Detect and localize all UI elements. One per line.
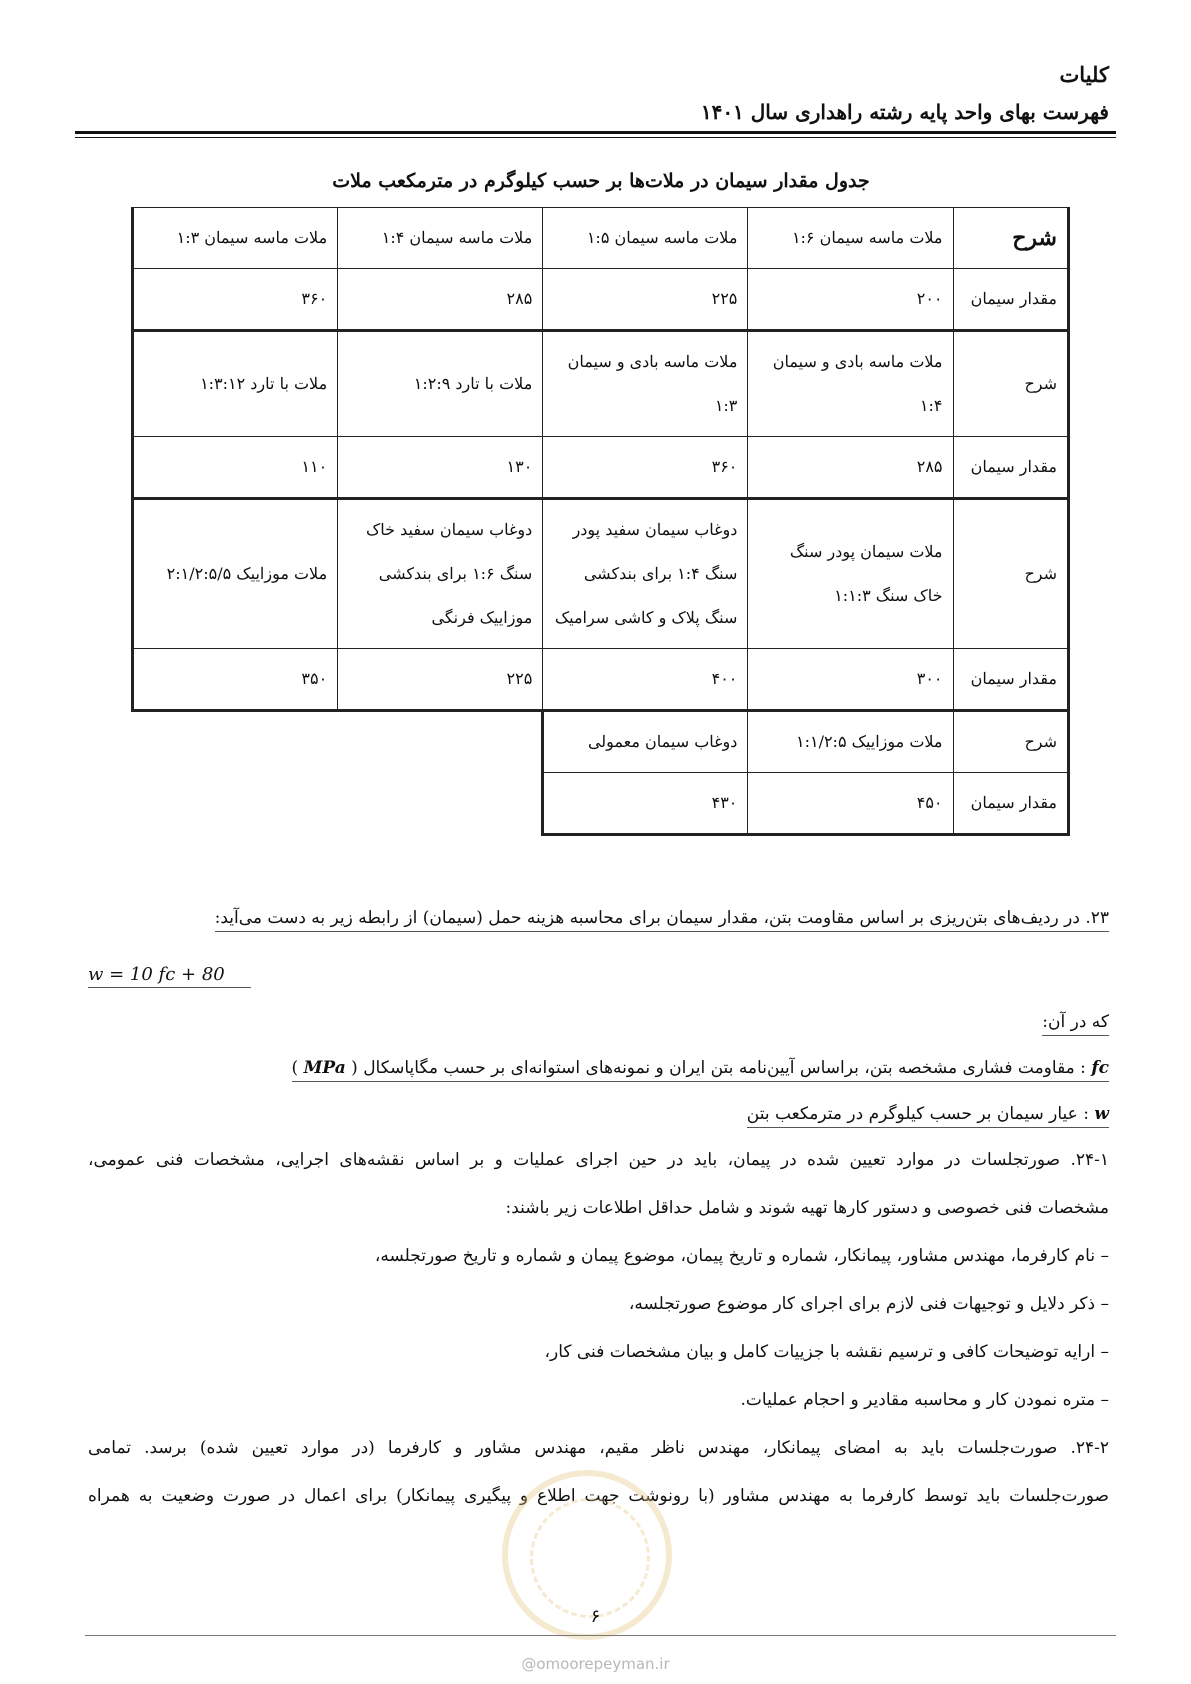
cement-table (131, 207, 1070, 836)
row-label-cement: مقدار سیمان (953, 269, 1069, 331)
table-cell: ۲۸۵ (338, 269, 543, 331)
list-item: – نام کارفرما، مهندس مشاور، پیمانکار، شماره و تاریخ پیمان، موضوع پیمان و شماره و تاریخ صورتجلسه، (374, 1246, 1109, 1266)
table-cell: ملات با تارد ۱:۳:۱۲ (133, 331, 338, 437)
table-cell: دوغاب سیمان سفید خاک سنگ ۱:۶ برای بندکشی موزاییک فرنگی (338, 499, 543, 649)
table-caption: جدول مقدار سیمان در ملات‌ها بر حسب کیلوگرم در مترمکعب ملات (332, 170, 870, 192)
table-cell: ۳۰۰ (748, 649, 953, 711)
row-label-desc: شرح (953, 331, 1069, 437)
paragraph-24-2-line1: ۲۴-۲. صورت‌جلسات باید به امضای پیمانکار، مهندس ناظر مقیم، مهندس مشاور و کارفرما (در موارد تعیین شده) برسد. تمامی (88, 1438, 1109, 1458)
table-row (133, 437, 1069, 499)
table-cell: ۴۰۰ (543, 649, 748, 711)
paragraph-24-1-line1: ۲۴-۱. صورتجلسات در موارد تعیین شده در پیمان، باید در حین اجرای عملیات و بر اساس نقشه‌های اجرایی، مشخصات فنی عمومی، (88, 1150, 1109, 1170)
table-cell: ۳۶۰ (543, 437, 748, 499)
empty-cell (133, 773, 338, 835)
where-text: که در آن: (1042, 1012, 1109, 1036)
table-cell: دوغاب سیمان سفید پودر سنگ ۱:۴ برای بندکشی سنگ پلاک و کاشی سرامیک (543, 499, 748, 649)
table-row (133, 773, 1069, 835)
w-definition-text: : عیار سیمان بر حسب کیلوگرم در مترمکعب بتن (746, 1104, 1089, 1124)
paragraph-23 (215, 902, 1109, 934)
table-cell: ۲۰۰ (748, 269, 953, 331)
table-cell: ملات ماسه بادی و سیمان ۱:۴ (748, 331, 953, 437)
table-row (133, 711, 1069, 773)
row-label-cement: مقدار سیمان (953, 773, 1069, 835)
table-row (133, 499, 1069, 649)
table-row (133, 649, 1069, 711)
table-cell: ملات ماسه سیمان ۱:۳ (133, 208, 338, 269)
table-cell: دوغاب سیمان معمولی (543, 711, 748, 773)
page-number: ۶ (590, 1606, 601, 1627)
table-cell: ملات ماسه سیمان ۱:۵ (543, 208, 748, 269)
empty-cell (338, 711, 543, 773)
where-label (1042, 1006, 1109, 1038)
paragraph-23-text: ۲۳. در ردیف‌های بتن‌ریزی بر اساس مقاومت بتن، مقدار سیمان برای محاسبه هزینه حمل (سیمان) از رابطه زیر به دست می‌آید: (215, 908, 1109, 932)
row-label-cement: مقدار سیمان (953, 437, 1069, 499)
document-subtitle: فهرست بهای واحد پایه رشته راهداری سال ۱۴۰۱ (700, 100, 1109, 124)
table-cell: ملات ماسه سیمان ۱:۴ (338, 208, 543, 269)
list-item: – متره نمودن کار و محاسبه مقادیر و احجام عملیات. (740, 1390, 1109, 1410)
footer-rule (85, 1635, 1116, 1636)
mpa-unit: MPa (303, 1058, 346, 1078)
table-cell: ملات با تارد ۱:۲:۹ (338, 331, 543, 437)
table-cell: ۲۲۵ (543, 269, 748, 331)
fc-definition-text: : مقاومت فشاری مشخصه بتن، براساس آیین‌نامه بتن ایران و نمونه‌های استوانه‌ای بر حسب مگاپاسکال ( (351, 1058, 1086, 1078)
table-row (133, 331, 1069, 437)
w-variable: w (1094, 1104, 1109, 1124)
list-item: – ارایه توضیحات کافی و ترسیم نقشه با جزییات کامل و بیان مشخصات فنی کار، (544, 1342, 1109, 1362)
row-label-desc: شرح (953, 499, 1069, 649)
table-cell: ۴۵۰ (748, 773, 953, 835)
row-label-cement: مقدار سیمان (953, 649, 1069, 711)
table-cell: ۳۵۰ (133, 649, 338, 711)
table-cell: ملات ماسه سیمان ۱:۶ (748, 208, 953, 269)
table-cell: ملات سیمان پودر سنگ خاک سنگ ۱:۱:۳ (748, 499, 953, 649)
empty-cell (338, 773, 543, 835)
fc-variable: fc (1091, 1058, 1109, 1078)
fc-definition (292, 1052, 1109, 1084)
table-cell: ملات موزاییک ۲:۱/۲:۵/۵ (133, 499, 338, 649)
table-cell: ۱۳۰ (338, 437, 543, 499)
empty-cell (133, 711, 338, 773)
w-definition (747, 1098, 1109, 1130)
table-cell: ملات ماسه بادی و سیمان ۱:۳ (543, 331, 748, 437)
table-cell: ۴۳۰ (543, 773, 748, 835)
site-watermark-text: @omoorepeyman.ir (521, 1655, 670, 1673)
table-cell: ۳۶۰ (133, 269, 338, 331)
header-rule-thick (75, 131, 1116, 134)
row-label-desc: شرح (953, 208, 1069, 269)
cement-formula: w = 10 fc + 80 (88, 964, 251, 988)
table-cell: ۱۱۰ (133, 437, 338, 499)
list-item: – ذکر دلایل و توجیهات فنی لازم برای اجرای کار موضوع صورتجلسه، (628, 1294, 1109, 1314)
paragraph-24-2-line2: صورت‌جلسات باید توسط کارفرما به مهندس مشاور (با رونوشت جهت اطلاع و پیگیری پیمانکار) برای اعمال در صورت وضعیت به همراه (88, 1486, 1109, 1506)
table-cell: ملات موزاییک ۱:۱/۲:۵ (748, 711, 953, 773)
section-title: کلیات (1059, 62, 1109, 87)
header-rule-thin (75, 137, 1116, 138)
paragraph-24-1-line2: مشخصات فنی خصوصی و دستور کارها تهیه شوند و شامل حداقل اطلاعات زیر باشند: (505, 1198, 1109, 1218)
table-row (133, 269, 1069, 331)
table-cell: ۲۲۵ (338, 649, 543, 711)
table-row (133, 208, 1069, 269)
row-label-desc: شرح (953, 711, 1069, 773)
table-cell: ۲۸۵ (748, 437, 953, 499)
fc-close-paren: ) (291, 1058, 299, 1078)
